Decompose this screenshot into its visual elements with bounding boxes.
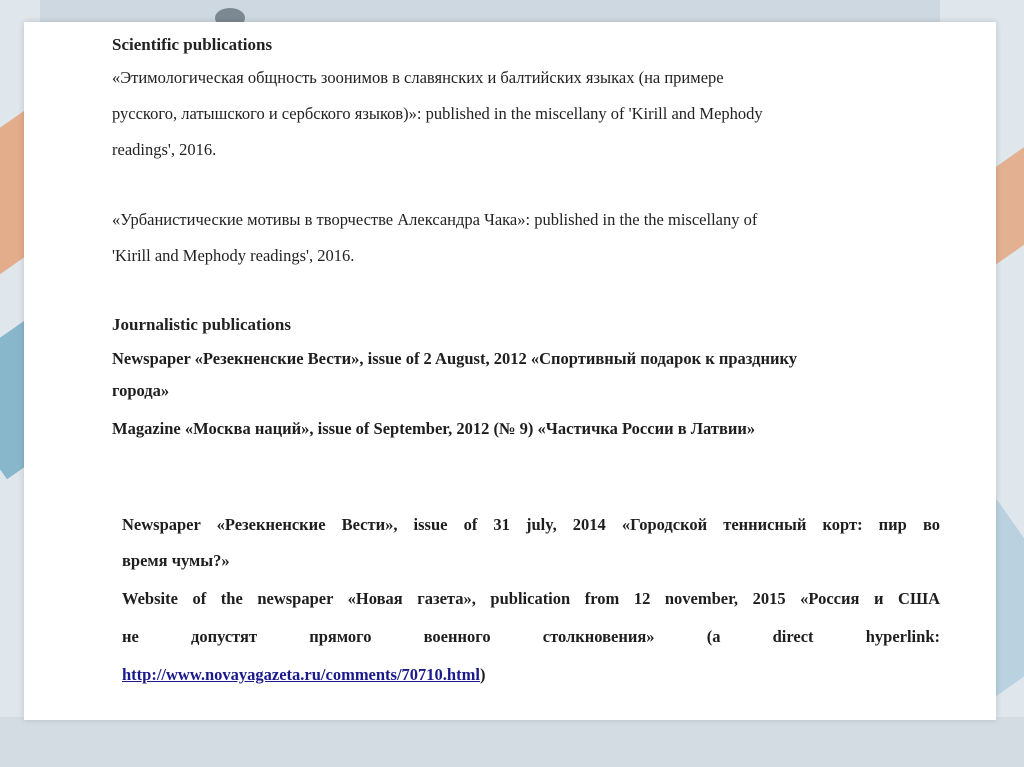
pub2-line1: «Урбанистические мотивы в творчестве Александра Чака»: published in the the miscellany of — [112, 210, 758, 229]
document-page — [24, 22, 996, 720]
pub1-line1: «Этимологическая общность зоонимов в славянских и балтийских языках (на примере — [112, 68, 724, 87]
journalistic-item1-line1: Newspaper «Резекненские Вести», issue of 2 August, 2012 «Спортивный подарок к празднику — [112, 349, 797, 368]
journalistic-item1-line2: города» — [112, 381, 170, 400]
background-band-bottom — [0, 717, 1024, 767]
scientific-heading: Scientific publications — [112, 35, 273, 54]
journalistic-item3-line1: Newspaper «Резекненские Вести», issue of 31 july, 2014 «Городской теннисный корт: пир во — [122, 515, 940, 534]
journalistic-section-continued — [122, 506, 940, 694]
pub1-line2: русского, латышского и сербского языков)»: published in the miscellany of 'Kirill and Mephody — [112, 104, 763, 123]
journalistic-item4-line3 — [122, 656, 940, 694]
journalistic-item4-line2: не допустят прямого военного столкновения» (a direct hyperlink: — [122, 627, 940, 646]
journalistic-section — [112, 310, 942, 448]
hyperlink-closing-paren: ) — [479, 665, 486, 684]
journalistic-item3-line2: время чумы?» — [122, 551, 230, 570]
scientific-section — [112, 32, 942, 274]
pub2-line2: 'Kirill and Mephody readings', 2016. — [112, 246, 355, 265]
pub1-line3: readings', 2016. — [112, 140, 217, 159]
journalistic-heading: Journalistic publications — [112, 315, 292, 334]
hyperlink-novayagazeta[interactable]: http://www.novayagazeta.ru/comments/70710.html — [122, 665, 480, 684]
journalistic-item4-line1: Website of the newspaper «Новая газета», publication from 12 november, 2015 «Россия и США — [122, 589, 940, 608]
journalistic-item2-line1: Magazine «Москва наций», issue of September, 2012 (№ 9) «Частичка России в Латвии» — [112, 419, 756, 438]
